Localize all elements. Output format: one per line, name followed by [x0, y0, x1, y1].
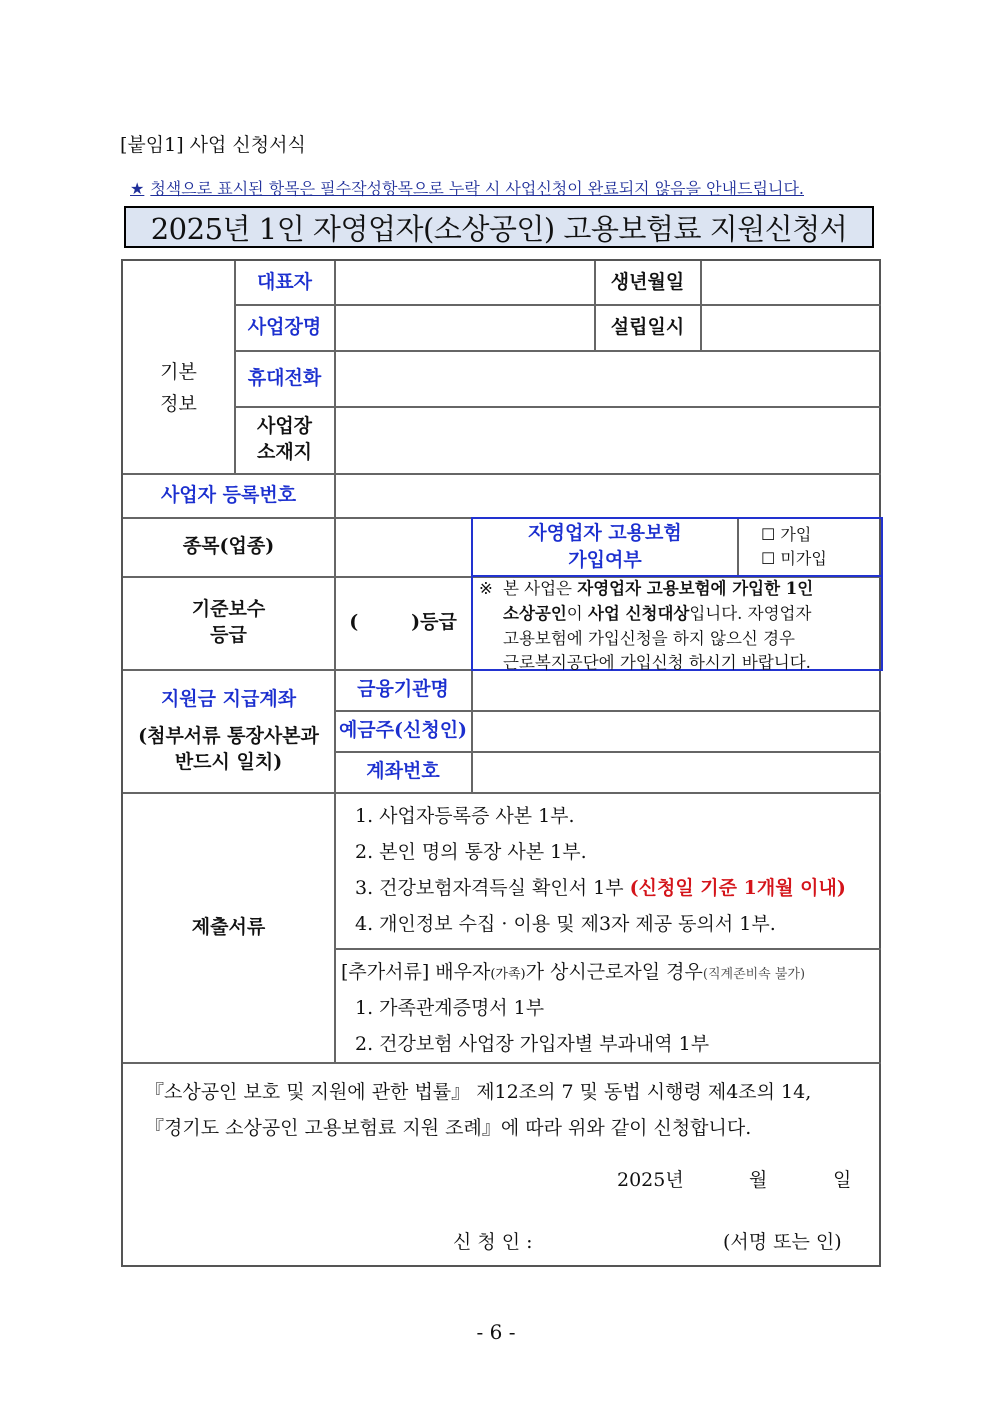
insurance-label: [473, 518, 737, 576]
established-label: 설립일시: [610, 315, 685, 338]
basic-info-label: [123, 305, 234, 473]
extra-header-b: (가족): [490, 967, 526, 982]
insurance-joined-checkbox[interactable]: ☐ 가입: [761, 525, 812, 544]
notice-line-2d: 입니다. 자영업자: [689, 603, 812, 623]
birth-label: 생년월일: [610, 270, 685, 293]
standard-grade-label-1: 기준보수: [191, 598, 266, 621]
signature-label: (서명 또는 인): [723, 1231, 842, 1253]
document-item-4: 4. 개인정보 수집 · 이용 및 제3자 제공 동의서 1부.: [355, 913, 776, 935]
documents-label: 제출서류: [191, 915, 266, 938]
location-label: [235, 407, 334, 473]
date-day: 일: [833, 1169, 852, 1191]
extra-document-item-1: 1. 가족관계증명서 1부: [355, 997, 545, 1019]
account-number-label: 계좌번호: [366, 760, 440, 783]
location-input[interactable]: [335, 407, 881, 473]
account-label-sub-2: 반드시 일치): [174, 750, 283, 773]
notice-line-2a: 소상공인: [503, 603, 567, 623]
form-title: 2025년 1인 자영업자(소상공인) 고용보험료 지원신청서: [124, 206, 874, 248]
notice-line-2c: 사업 신청대상: [587, 603, 690, 623]
standard-grade-input[interactable]: ( )등급: [349, 611, 457, 634]
holder-input[interactable]: [473, 711, 881, 751]
date-year: 2025년: [617, 1169, 684, 1191]
attachment-header: [붙임1] 사업 신청서식: [120, 134, 306, 156]
applicant-label: 신 청 인 :: [453, 1231, 533, 1253]
bank-input[interactable]: [473, 670, 881, 710]
notice-line-1a: 본 사업은: [503, 579, 578, 598]
representative-label: 대표자: [256, 270, 313, 293]
account-label-sub-1: (첨부서류 통장사본과: [138, 725, 319, 748]
business-name-input[interactable]: [335, 305, 594, 350]
notice-line-1b: 자영업자 고용보험에 가입한 1인: [577, 579, 814, 598]
document-item-3-text: 3. 건강보험자격득실 확인서 1부: [355, 877, 624, 899]
holder-label: 예금주(신청인): [338, 719, 468, 742]
document-item-2: 2. 본인 명의 통장 사본 1부.: [355, 841, 587, 863]
page-number: - 6 -: [476, 1320, 516, 1344]
document-item-3-note: (신청일 기준 1개월 이내): [629, 877, 846, 899]
account-number-input[interactable]: [473, 752, 881, 792]
established-input[interactable]: [701, 305, 881, 350]
notice-line-3: 고용보험에 가입신청을 하지 않으신 경우: [503, 628, 795, 648]
eligibility-notice: [475, 577, 879, 673]
account-label-title: 지원금 지급계좌: [160, 687, 297, 710]
application-form-table: [121, 259, 881, 1267]
insurance-options: [739, 518, 881, 576]
insurance-not-joined-checkbox[interactable]: ☐ 미가입: [761, 549, 827, 568]
mobile-label: 휴대전화: [247, 366, 322, 389]
insurance-label-2: 가입여부: [568, 549, 642, 571]
reg-number-label: 사업자 등록번호: [160, 483, 297, 506]
reference-mark-icon: ※: [479, 579, 493, 598]
document-item-3: [355, 873, 846, 900]
notice-line-2b: 이: [566, 603, 588, 623]
extra-header-a: [추가서류] 배우자: [341, 961, 491, 983]
account-label: [123, 670, 334, 792]
document-item-1: 1. 사업자등록증 사본 1부.: [355, 805, 575, 827]
extra-document-item-2: 2. 건강보험 사업장 가입자별 부과내역 1부: [355, 1033, 710, 1055]
location-label-2: 소재지: [256, 441, 313, 463]
date-month: 월: [749, 1169, 768, 1191]
reg-number-input[interactable]: [335, 474, 881, 517]
notice-line-4: 근로복지공단에 가입신청 하시기 바랍니다.: [503, 653, 811, 673]
basic-info-label-2: 정보: [160, 393, 197, 415]
category-input[interactable]: [335, 518, 471, 576]
insurance-label-1: 자영업자 고용보험: [528, 522, 682, 545]
extra-header-d: (직계존비속 불가): [702, 967, 806, 982]
location-label-1: 사업장: [256, 415, 313, 438]
business-name-label: 사업장명: [247, 315, 322, 338]
declaration-line-1: 『소상공인 보호 및 지원에 관한 법률』 제12조의 7 및 동법 시행령 제4조의 14,: [145, 1081, 812, 1103]
required-notice: [130, 176, 804, 199]
mobile-input[interactable]: [335, 351, 881, 406]
extra-documents-header: [341, 957, 805, 984]
birth-input[interactable]: [701, 261, 881, 304]
category-label: 종목(업종): [182, 535, 275, 558]
required-notice-text: 청색으로 표시된 항목은 필수작성항목으로 누락 시 사업신청이 완료되지 않음을 안내드립니다.: [150, 179, 804, 198]
standard-grade-label: [123, 577, 334, 669]
bank-label: 금융기관명: [357, 678, 449, 701]
extra-header-c: 가 상시근로자일 경우: [525, 961, 703, 983]
star-icon: ★: [130, 179, 145, 198]
representative-input[interactable]: [335, 261, 594, 304]
declaration-line-2: 『경기도 소상공인 고용보험료 지원 조례』에 따라 위와 같이 신청합니다.: [145, 1117, 752, 1139]
basic-info-label-1: 기본: [160, 361, 197, 384]
standard-grade-label-2: 등급: [210, 624, 247, 646]
